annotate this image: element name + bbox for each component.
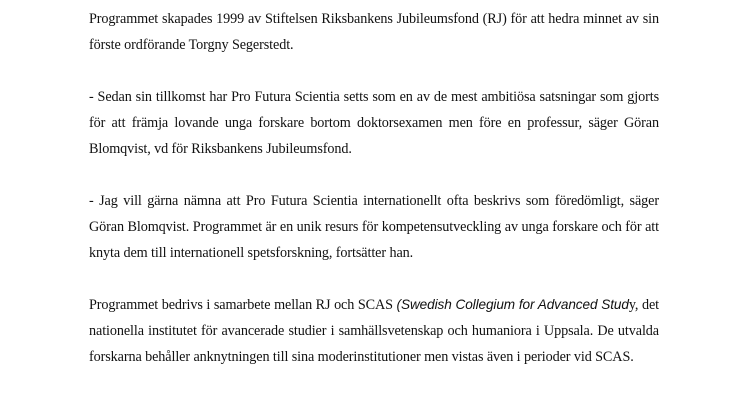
scas-text-before: Programmet bedrivs i samarbete mellan RJ och SCAS xyxy=(89,297,397,313)
paragraph-quote-ambition: - Sedan sin tillkomst har Pro Futura Scientia setts som en av de mest ambitiösa satsningar som gjorts för att främja lovande unga forskare bortom doktorsexamen men före en professur, säger Göran Blomqvist, vd för Riksbankens Jubileumsfond. xyxy=(89,89,659,157)
paragraph-quote-international: - Jag vill gärna nämna att Pro Futura Scientia internationellt ofta beskrivs som föredömligt, säger Göran Blomqvist. Programmet är en unik resurs för kompetensutveckling av unga forskare och för att knyta dem till internationell spetsforskning, fortsätter han. xyxy=(89,193,659,261)
scas-text-after: y, det nationella institutet för avancerade studier i samhällsvetenskap och humaniora i Uppsala. De utvalda forskarna behåller anknytningen till sina moderinstitutioner men vistas även i perioder vid SCAS. xyxy=(89,297,659,365)
document-body xyxy=(89,6,659,370)
scas-italic-name: (Swedish Collegium for Advanced Stud xyxy=(396,297,629,312)
paragraph-history: Programmet skapades 1999 av Stiftelsen Riksbankens Jubileumsfond (RJ) för att hedra minnet av sin förste ordförande Torgny Segerstedt. xyxy=(89,11,659,53)
paragraph-scas xyxy=(89,292,659,370)
